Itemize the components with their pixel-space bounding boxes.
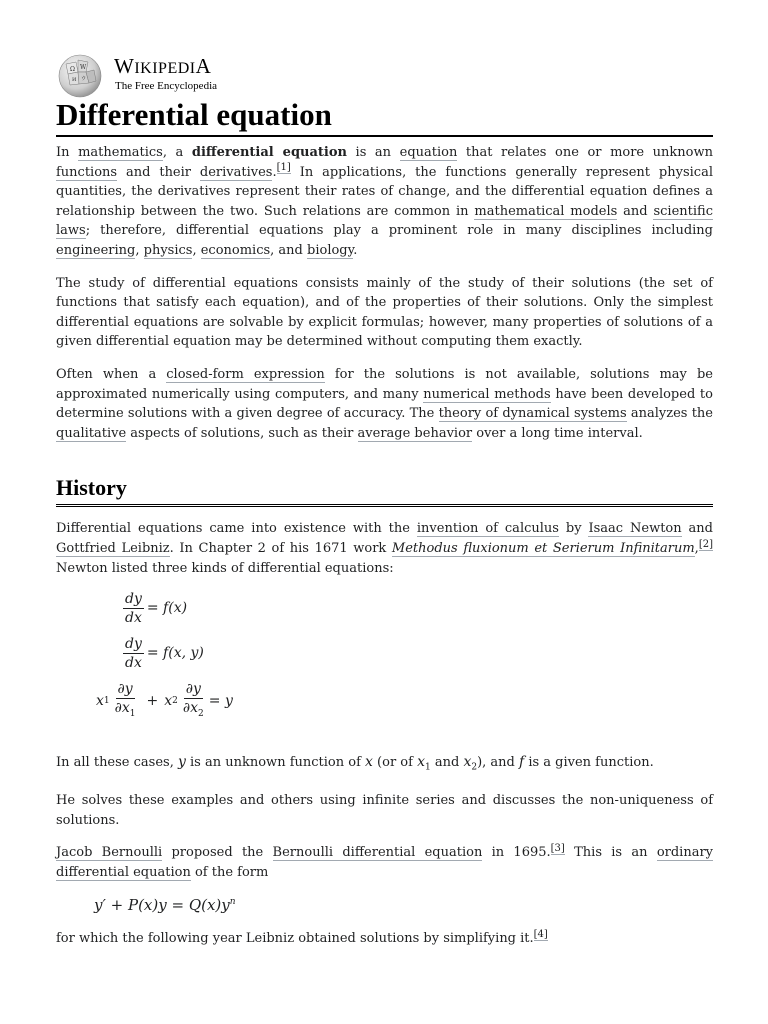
reference-4[interactable]: [4]	[533, 928, 548, 940]
section-heading-history: History	[56, 475, 713, 507]
link-closed-form-expression[interactable]: closed-form expression	[166, 366, 325, 382]
link-methodus-fluxionum[interactable]: Methodus fluxionum et Serierum Infinitarum	[391, 540, 695, 556]
site-header	[56, 0, 713, 100]
svg-text:Ω: Ω	[70, 66, 75, 73]
link-physics[interactable]: physics	[143, 242, 193, 258]
history-paragraph-4: Jacob Bernoulli proposed the Bernoulli differential equation in 1695.[3] This is an ordinary differential equation of the form	[56, 843, 714, 881]
link-mathematical-models[interactable]: mathematical models	[474, 203, 618, 219]
link-engineering[interactable]: engineering	[56, 242, 136, 258]
link-mathematics[interactable]: mathematics	[78, 145, 163, 160]
equation-1: $\frac{dy}{dx}$ = f(x)	[125, 591, 188, 627]
article-body	[56, 143, 713, 962]
wikipedia-wordmark[interactable]: WIKIPEDIA	[114, 54, 212, 78]
history-paragraph-3: He solves these examples and others using infinite series and discusses the non-uniqueness of solutions.	[56, 793, 713, 828]
page-title: Differential equation	[56, 98, 713, 137]
link-invention-of-calculus[interactable]: invention of calculus	[416, 521, 559, 537]
reference-1[interactable]: [1]	[276, 162, 291, 174]
link-scientific-laws[interactable]: scientific laws	[56, 203, 713, 239]
svg-text:И: И	[72, 77, 77, 83]
bernoulli-equation: $y' + P(x)y = Q(x)y^n$	[94, 895, 236, 914]
link-equation[interactable]: equation	[399, 145, 458, 160]
reference-2[interactable]: [2]	[698, 538, 713, 550]
intro-paragraph-3: Often when a closed-form expression for the solutions is not available, solutions may be approximated numerically using computers, and many numerical methods have been developed to determine solutions with a given degree of accuracy. The theory of dynamical systems analyzes the qualitative aspects of solutions, such as their average behavior over a long time interval.	[56, 366, 713, 441]
link-theory-of-dynamical-systems[interactable]: theory of dynamical systems	[438, 406, 627, 422]
link-ordinary-differential-equation[interactable]: ordinary differential equation	[56, 845, 714, 881]
intro-paragraph-2: The study of differential equations consists mainly of the study of their solutions (the set of functions that satisfy each equation), and of the properties of their solutions. Only the simplest differential equations are solvable by explicit formulas; however, many properties of solutions of a given differential equation may be determined without computing them exactly.	[56, 275, 713, 350]
link-jacob-bernoulli[interactable]: Jacob Bernoulli	[56, 845, 163, 861]
link-average-behavior[interactable]: average behavior	[357, 425, 473, 441]
link-qualitative[interactable]: qualitative	[56, 425, 127, 441]
link-economics[interactable]: economics	[200, 242, 271, 258]
link-isaac-newton[interactable]: Isaac Newton	[588, 521, 682, 537]
reference-3[interactable]: [3]	[550, 843, 565, 855]
newton-equations	[56, 591, 713, 743]
link-bernoulli-differential-equation[interactable]: Bernoulli differential equation	[272, 845, 483, 861]
history-paragraph-2: In all these cases, y is an unknown function of x (or of $x_1$ and $x_2$), and f is a given function.	[56, 754, 654, 773]
link-functions[interactable]: functions	[56, 164, 118, 180]
equation-2: $\frac{dy}{dx}$ = f(x, y)	[125, 636, 204, 672]
history-paragraph-1: Differential equations came into existence with the invention of calculus by Isaac Newton and Gottfried Leibniz. In Chapter 2 of his 1671 work Methodus fluxionum et Serierum Infinitarum,[2] Newton listed three kinds of differential equations:	[56, 521, 713, 576]
wikipedia-globe-logo[interactable]	[56, 54, 104, 98]
intro-paragraph-1: In mathematics, a differential equation is an equation that relates one or more unknown functions and their derivatives.[1] In applications, the functions generally represent physical quantities, the derivatives represent their rates of change, and the differential equation defines a relationship between the two. Such relations are common in mathematical models and scientific laws; therefore, differential equations play a prominent role in many disciplines including engineering, physics, economics, and biology.	[56, 145, 714, 258]
svg-text:W: W	[80, 64, 87, 71]
svg-text:ウ: ウ	[81, 76, 87, 82]
site-tagline: The Free Encyclopedia	[115, 80, 218, 92]
link-biology[interactable]: biology	[307, 242, 354, 258]
link-derivatives[interactable]: derivatives	[199, 164, 273, 180]
equation-3: x 1 $\frac{\partial y}{\partial x_1}$ + x 2 $\frac{\partial y}{\partial x_2}$ = y	[96, 681, 233, 719]
history-paragraph-5: for which the following year Leibniz obtained solutions by simplifying it.[4]	[56, 928, 548, 947]
link-numerical-methods[interactable]: numerical methods	[423, 386, 551, 402]
link-gottfried-leibniz[interactable]: Gottfried Leibniz	[56, 540, 170, 556]
